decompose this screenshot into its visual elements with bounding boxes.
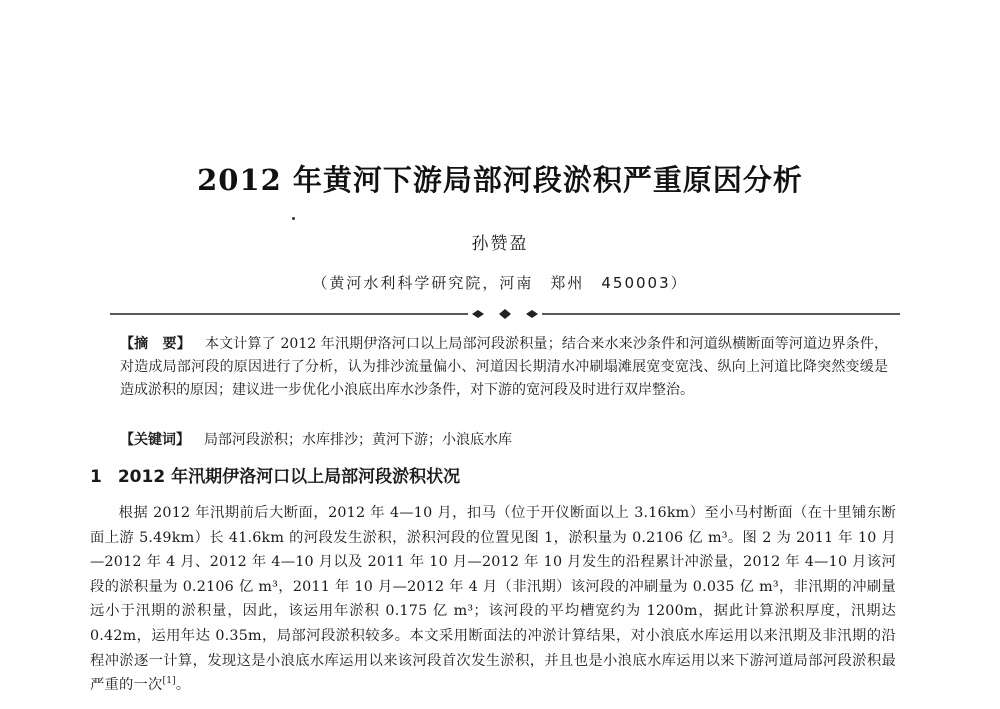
author-name: 孙赞盈 [471,234,529,254]
section-number: 1 [90,467,102,487]
paragraph-text: 根据 2012 年汛期前后大断面，2012 年 4—10 月，扣马（位于开仪断面以上 3.16km）至小马村断面（在十里铺东断面上游 5.49km）长 41.6km 的河段发生淤积，淤积河段的位置见图 1，淤积量为 0.2106 亿 m³。图 2 为 2011 年 10 月—2012 年 4 月、2012 年 4—10 月以及 2011 年 10 月—2012 年 10 月发生的沿程累计冲淤量，2012 年 4—10 月该河段的淤积量为 0.2106 亿 m³，2011 年 10 月—2012 年 4 月（非汛期）该河段的冲刷量为 0.035 亿 m³，非汛期的冲刷量远小于汛期的淤积量，因此，该运用年淤积 0.175 亿 m³；该河段的平均槽宽约为 1200m，据此计算淤积厚度，汛期达 0.42m，运用年达 0.35m，局部河段淤积较多。本文采用断面法的冲淤计算结果，对小浪底水库运用以来汛期及非汛期的沿程冲淤逐一计算，发现这是小浪底水库运用以来该河段首次发生淤积，并且也是小浪底水库运用以来下游河道局部河段淤积最严重的一次 [90,505,896,694]
abstract [120,333,888,402]
body-paragraph [90,501,896,698]
keywords-label: 【关键词】 [120,432,190,448]
keywords-text: 局部河段淤积；水库排沙；黄河下游；小浪底水库 [204,432,512,448]
paper-title: 2012 年黄河下游局部河段淤积严重原因分析 [197,163,803,197]
abstract-text: 本文计算了 2012 年汛期伊洛河口以上局部河段淤积量；结合来水来沙条件和河道纵横断面等河道边界条件，对造成局部河段的原因进行了分析，认为排沙流量偏小、河道因长期清水冲刷塌滩展宽变宽浅、纵向上河道比降突然变缓是造成淤积的原因；建议进一步优化小浪底出库水沙条件，对下游的宽河段及时进行双岸整治。 [120,336,889,398]
ornamental-divider [110,308,900,320]
section-heading [90,462,910,487]
abstract-label: 【摘 要】 [120,336,191,352]
keywords [120,429,888,452]
author-affiliation: （黄河水利科学研究院，河南 郑州 450003） [312,274,688,292]
paragraph-end: 。 [175,677,191,694]
section-title: 2012 年汛期伊洛河口以上局部河段淤积状况 [117,467,461,487]
scan-speck [292,217,295,220]
citation-ref[interactable]: [1] [162,676,176,687]
